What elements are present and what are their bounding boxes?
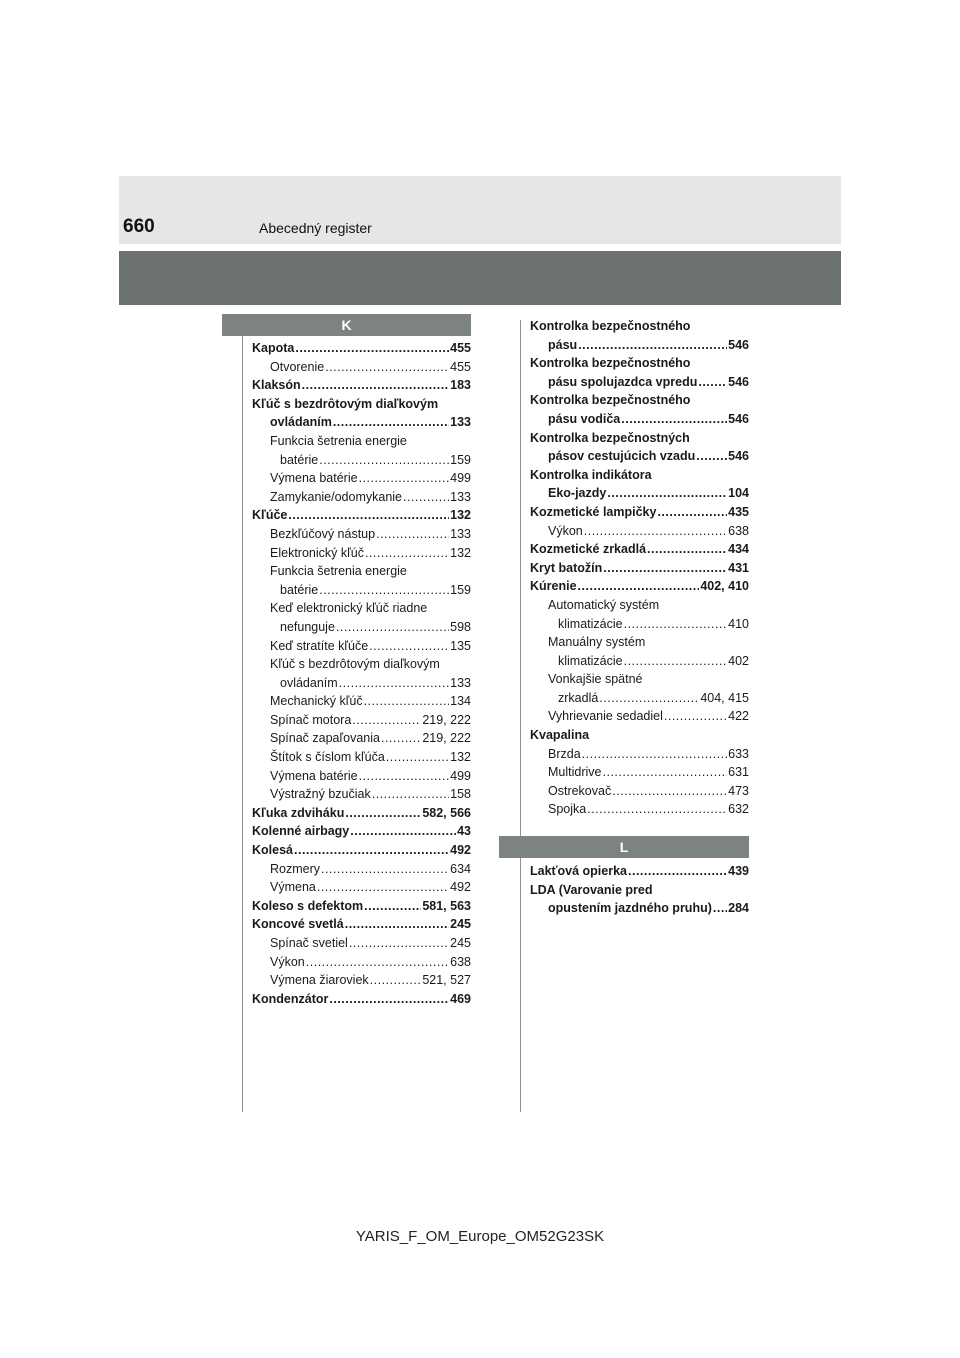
dot-leader bbox=[603, 559, 727, 578]
dot-leader bbox=[359, 767, 450, 786]
index-entry bbox=[252, 618, 471, 637]
index-entry bbox=[252, 358, 471, 377]
index-entry bbox=[252, 395, 471, 414]
index-entry-page: 499 bbox=[450, 768, 471, 783]
dot-leader bbox=[364, 897, 421, 916]
index-entry-text: Eko-jazdy bbox=[548, 486, 607, 501]
index-entry-page: 402, 410 bbox=[700, 579, 749, 594]
dot-leader bbox=[628, 862, 727, 881]
dot-leader bbox=[376, 525, 449, 544]
dot-leader bbox=[621, 410, 727, 429]
index-entry-text: Funkcia šetrenia energie bbox=[270, 433, 407, 448]
index-entry-page: 135 bbox=[450, 638, 471, 653]
index-entry bbox=[530, 862, 749, 881]
index-entry-text: Manuálny systém bbox=[548, 635, 646, 650]
index-entry-text: Kontrolka indikátora bbox=[530, 467, 652, 482]
index-entry-text: pásu vodiča bbox=[548, 411, 621, 426]
index-entry-text: nefunguje bbox=[280, 619, 335, 634]
index-entry-page: 133 bbox=[450, 415, 471, 430]
index-entry bbox=[252, 544, 471, 563]
dot-leader bbox=[349, 934, 449, 953]
index-entry bbox=[530, 633, 749, 652]
dot-leader bbox=[359, 469, 450, 488]
index-entry-text: Výstražný bzučiak bbox=[270, 787, 371, 802]
dot-leader bbox=[372, 785, 449, 804]
index-entry bbox=[252, 971, 471, 990]
index-entry-page: 132 bbox=[450, 545, 471, 560]
index-entry-page: 638 bbox=[450, 954, 471, 969]
index-entry-text: Kontrolka bezpečnostného bbox=[530, 356, 691, 371]
section-letter-k: K bbox=[222, 314, 471, 336]
index-entry-text: Koleso s defektom bbox=[252, 898, 364, 913]
index-entry-text: Kolenné airbagy bbox=[252, 824, 350, 839]
dot-leader bbox=[333, 413, 449, 432]
index-entry-page: 435 bbox=[728, 504, 749, 519]
index-entry-text: Mechanický kľúč bbox=[270, 694, 363, 709]
index-entry-page: 434 bbox=[728, 542, 749, 557]
index-entry-page: 132 bbox=[450, 750, 471, 765]
index-entry bbox=[530, 447, 749, 466]
index-entry-page: 134 bbox=[450, 694, 471, 709]
index-entry bbox=[530, 503, 749, 522]
dot-leader bbox=[295, 339, 449, 358]
index-entry-text: Výkon bbox=[270, 954, 305, 969]
index-entry-text: Spínač svetiel bbox=[270, 936, 348, 950]
dot-leader bbox=[584, 522, 727, 541]
dot-leader bbox=[587, 800, 727, 819]
index-entry-page: 439 bbox=[728, 864, 749, 878]
index-entry-text: Spojka bbox=[548, 802, 587, 817]
index-entry-page: 473 bbox=[728, 783, 749, 798]
index-entry-text: Kľuka zdviháku bbox=[252, 805, 345, 820]
dot-leader bbox=[403, 488, 449, 507]
index-entry bbox=[252, 413, 471, 432]
dot-leader bbox=[647, 540, 727, 559]
index-entry bbox=[252, 637, 471, 656]
dot-leader bbox=[657, 503, 727, 522]
index-entry-page: 132 bbox=[450, 508, 471, 523]
dot-leader bbox=[317, 878, 449, 897]
index-column-1 bbox=[252, 339, 471, 1008]
index-entry-text: pásov cestujúcich vzadu bbox=[548, 449, 696, 464]
index-entry-text: Kolesá bbox=[252, 843, 293, 858]
index-entry-text: Rozmery bbox=[270, 861, 321, 876]
index-entry bbox=[530, 522, 749, 541]
index-entry bbox=[252, 878, 471, 897]
index-entry-page: 219, 222 bbox=[422, 731, 471, 746]
index-entry bbox=[252, 729, 471, 748]
index-entry-page: 546 bbox=[728, 449, 749, 464]
index-entry-text: ovládaním bbox=[280, 675, 338, 690]
dot-leader bbox=[624, 652, 728, 671]
index-entry bbox=[530, 707, 749, 726]
index-entry-text: Klaksón bbox=[252, 378, 301, 393]
index-entry bbox=[530, 373, 749, 392]
index-entry bbox=[530, 615, 749, 634]
index-entry-text: Vyhrievanie sedadiel bbox=[548, 709, 663, 724]
index-entry-text: Kryt batožín bbox=[530, 560, 603, 575]
footer-document-code: YARIS_F_OM_Europe_OM52G23SK bbox=[355, 1228, 605, 1245]
index-entry bbox=[252, 915, 471, 934]
index-entry-page: 499 bbox=[450, 471, 471, 486]
dot-leader bbox=[624, 615, 728, 634]
dot-leader bbox=[381, 729, 421, 748]
index-entry-text: Vonkajšie spätné bbox=[548, 672, 643, 687]
index-entry bbox=[530, 336, 749, 355]
index-entry-page: 521, 527 bbox=[422, 973, 471, 988]
dot-leader bbox=[325, 358, 449, 377]
index-entry-text: Multidrive bbox=[548, 765, 602, 780]
index-entry bbox=[530, 763, 749, 782]
header-band bbox=[119, 176, 841, 244]
index-entry-text: klimatizácie bbox=[558, 653, 623, 668]
index-entry-text: Zamykanie/odomykanie bbox=[270, 489, 403, 504]
index-entry bbox=[252, 339, 471, 358]
index-entry-text: Elektronický kľúč bbox=[270, 545, 364, 560]
index-entry bbox=[252, 581, 471, 600]
index-entry-text: Kontrolka bezpečnostných bbox=[530, 430, 690, 445]
dot-leader bbox=[306, 953, 449, 972]
index-entry bbox=[530, 391, 749, 410]
index-entry-text: pásu spolujazdca vpredu bbox=[548, 374, 698, 389]
dot-leader bbox=[612, 782, 727, 801]
index-entry bbox=[530, 317, 749, 336]
index-entry-page: 632 bbox=[728, 802, 749, 817]
index-entry-page: 598 bbox=[450, 619, 471, 634]
index-entry-page: 133 bbox=[450, 675, 471, 690]
dot-leader bbox=[352, 711, 421, 730]
index-entry bbox=[530, 410, 749, 429]
index-entry bbox=[530, 726, 749, 745]
dot-leader bbox=[319, 451, 449, 470]
index-entry bbox=[530, 745, 749, 764]
section-title: Abecedný register bbox=[259, 220, 372, 236]
index-entry-page: 546 bbox=[728, 411, 749, 426]
index-entry-page: 634 bbox=[450, 861, 471, 876]
dot-leader bbox=[321, 860, 449, 879]
index-entry bbox=[530, 689, 749, 708]
index-entry-page: 431 bbox=[728, 560, 749, 575]
index-entry-text: Kvapalina bbox=[530, 728, 590, 743]
index-entry-page: 219, 222 bbox=[422, 712, 471, 727]
index-entry bbox=[252, 525, 471, 544]
index-entry bbox=[252, 469, 471, 488]
index-entry bbox=[252, 562, 471, 581]
dot-leader bbox=[664, 707, 727, 726]
dot-leader bbox=[345, 915, 449, 934]
dot-leader bbox=[288, 506, 449, 525]
column-divider-middle bbox=[520, 320, 521, 1112]
index-entry bbox=[530, 429, 749, 448]
dot-leader bbox=[713, 899, 727, 918]
index-entry-page: 638 bbox=[728, 523, 749, 538]
index-entry bbox=[252, 488, 471, 507]
index-entry-page: 43 bbox=[457, 824, 471, 839]
index-entry bbox=[530, 881, 749, 900]
index-entry-page: 582, 566 bbox=[422, 805, 471, 820]
index-entry bbox=[252, 785, 471, 804]
dot-leader bbox=[696, 447, 727, 466]
dot-leader bbox=[336, 618, 449, 637]
index-entry-page: 469 bbox=[450, 991, 471, 1006]
dot-leader bbox=[578, 336, 727, 355]
dot-leader bbox=[578, 577, 700, 596]
dot-leader bbox=[339, 674, 449, 693]
index-entry-text: Automatický systém bbox=[548, 597, 660, 612]
index-entry bbox=[530, 670, 749, 689]
dot-leader bbox=[294, 841, 449, 860]
dot-leader bbox=[364, 692, 450, 711]
index-entry bbox=[252, 711, 471, 730]
index-entry-page: 455 bbox=[450, 359, 471, 374]
index-entry-text: Lakťová opierka bbox=[530, 864, 628, 878]
index-entry bbox=[530, 577, 749, 596]
index-entry-text: ovládaním bbox=[270, 415, 332, 430]
index-entry-page: 422 bbox=[728, 709, 749, 724]
index-entry-page: 410 bbox=[728, 616, 749, 631]
index-entry bbox=[530, 596, 749, 615]
index-entry bbox=[252, 822, 471, 841]
index-entry bbox=[252, 804, 471, 823]
index-entry-text: Kľúč s bezdrôtovým diaľkovým bbox=[252, 396, 439, 411]
dot-leader bbox=[365, 544, 449, 563]
index-entry-text: Spínač motora bbox=[270, 712, 352, 727]
index-entry-text: Keď stratíte kľúče bbox=[270, 638, 369, 653]
index-entry-text: Otvorenie bbox=[270, 359, 325, 374]
index-entry-page: 158 bbox=[450, 787, 471, 802]
dot-leader bbox=[345, 804, 421, 823]
index-entry bbox=[530, 466, 749, 485]
index-entry-text: Výmena bbox=[270, 880, 316, 895]
dot-leader bbox=[350, 822, 456, 841]
index-entry bbox=[252, 692, 471, 711]
index-entry-page: 492 bbox=[450, 880, 471, 895]
index-entry bbox=[252, 860, 471, 879]
index-entry-text: opustením jazdného pruhu) bbox=[548, 901, 712, 916]
index-entry bbox=[252, 934, 471, 953]
index-entry-page: 581, 563 bbox=[422, 898, 471, 913]
index-entry bbox=[530, 652, 749, 671]
index-entry bbox=[530, 559, 749, 578]
index-entry-page: 159 bbox=[450, 582, 471, 597]
dot-leader bbox=[607, 484, 727, 503]
dot-leader bbox=[582, 745, 727, 764]
index-entry-text: zrkadlá bbox=[558, 690, 599, 705]
index-entry-page: 159 bbox=[450, 452, 471, 467]
index-entry-text: Kozmetické zrkadlá bbox=[530, 542, 647, 557]
dot-leader bbox=[386, 748, 449, 767]
index-entry bbox=[530, 540, 749, 559]
index-entry bbox=[252, 990, 471, 1009]
index-entry-page: 133 bbox=[450, 526, 471, 541]
index-entry-text: Bezkľúčový nástup bbox=[270, 526, 376, 541]
index-column-2-l-section bbox=[530, 862, 749, 918]
index-entry bbox=[530, 354, 749, 373]
dot-leader bbox=[319, 581, 449, 600]
index-entry-text: Keď elektronický kľúč riadne bbox=[270, 601, 428, 616]
section-letter-l: L bbox=[499, 836, 749, 858]
index-entry-text: Výmena žiaroviek bbox=[270, 973, 369, 988]
index-entry-text: Kozmetické lampičky bbox=[530, 504, 657, 519]
index-entry-page: 631 bbox=[728, 765, 749, 780]
index-entry-text: Kúrenie bbox=[530, 579, 577, 594]
index-entry-page: 455 bbox=[450, 341, 471, 355]
index-entry-text: Kontrolka bezpečnostného bbox=[530, 393, 691, 408]
index-entry bbox=[530, 800, 749, 819]
index-entry bbox=[252, 953, 471, 972]
index-entry-page: 245 bbox=[450, 917, 471, 932]
index-entry-text: Spínač zapaľovania bbox=[270, 731, 380, 746]
index-entry bbox=[530, 899, 749, 918]
index-entry-text: Kľúč s bezdrôtovým diaľkovým bbox=[270, 657, 440, 672]
index-entry-page: 183 bbox=[450, 378, 471, 393]
index-entry-page: 133 bbox=[450, 489, 471, 504]
index-entry-page: 404, 415 bbox=[700, 690, 749, 705]
index-entry-text: Výmena batérie bbox=[270, 768, 358, 783]
index-entry bbox=[252, 599, 471, 618]
dot-leader bbox=[302, 376, 450, 395]
dot-leader bbox=[369, 637, 449, 656]
index-entry-page: 492 bbox=[450, 843, 471, 858]
index-entry-text: klimatizácie bbox=[558, 616, 623, 631]
index-entry-page: 546 bbox=[728, 374, 749, 389]
index-entry-text: Štítok s číslom kľúča bbox=[270, 750, 385, 765]
index-entry bbox=[252, 451, 471, 470]
index-entry bbox=[252, 432, 471, 451]
index-entry-text: Kľúče bbox=[252, 508, 288, 523]
index-entry bbox=[252, 655, 471, 674]
index-entry-text: Funkcia šetrenia energie bbox=[270, 564, 407, 579]
index-entry bbox=[252, 376, 471, 395]
index-entry-text: Kapota bbox=[252, 341, 295, 355]
index-entry bbox=[252, 506, 471, 525]
index-entry bbox=[530, 484, 749, 503]
index-entry bbox=[252, 748, 471, 767]
index-entry bbox=[530, 782, 749, 801]
index-entry-text: pásu bbox=[548, 337, 578, 352]
index-entry-text: batérie bbox=[280, 452, 319, 467]
dot-leader bbox=[599, 689, 699, 708]
index-entry-text: Výkon bbox=[548, 523, 583, 538]
index-entry-page: 402 bbox=[728, 653, 749, 668]
index-entry bbox=[252, 767, 471, 786]
index-entry-text: Výmena batérie bbox=[270, 471, 358, 486]
index-entry-text: batérie bbox=[280, 582, 319, 597]
index-entry-text: Koncové svetlá bbox=[252, 917, 344, 932]
page-number: 660 bbox=[123, 216, 155, 237]
column-divider-left bbox=[242, 320, 243, 1112]
index-entry bbox=[252, 841, 471, 860]
index-entry bbox=[252, 674, 471, 693]
dot-leader bbox=[698, 373, 727, 392]
index-entry bbox=[252, 897, 471, 916]
dot-leader bbox=[329, 990, 449, 1009]
index-entry-text: Brzda bbox=[548, 746, 581, 761]
index-entry-text: LDA (Varovanie pred bbox=[530, 882, 653, 897]
index-entry-text: Ostrekovač bbox=[548, 783, 612, 798]
index-entry-page: 546 bbox=[728, 337, 749, 352]
index-entry-page: 633 bbox=[728, 746, 749, 761]
header-dark-band bbox=[119, 251, 841, 305]
index-entry-text: Kontrolka bezpečnostného bbox=[530, 319, 691, 333]
index-column-2 bbox=[530, 317, 749, 819]
index-entry-page: 245 bbox=[450, 936, 471, 950]
index-entry-page: 104 bbox=[728, 486, 749, 501]
dot-leader bbox=[370, 971, 422, 990]
dot-leader bbox=[603, 763, 728, 782]
index-entry-page: 284 bbox=[728, 901, 749, 916]
index-entry-text: Kondenzátor bbox=[252, 991, 329, 1006]
